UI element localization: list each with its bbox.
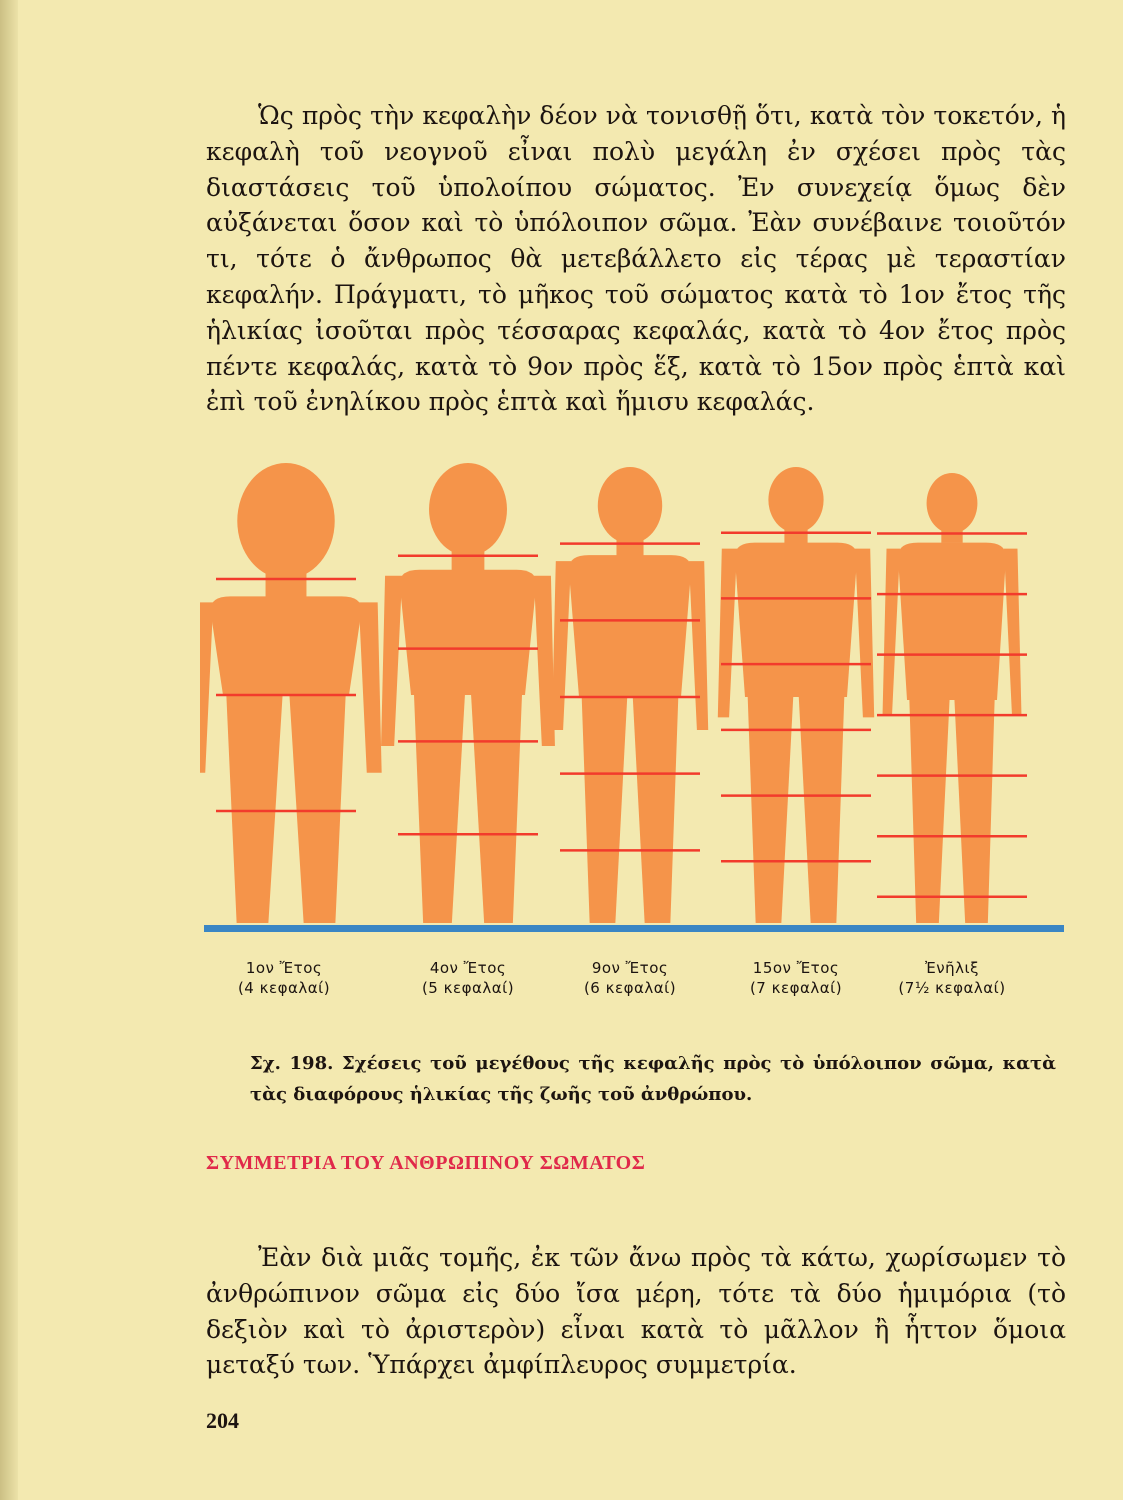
figure-label-5 <box>872 958 1032 998</box>
arm-shape <box>200 602 213 772</box>
figure-age-label: 4ον Ἔτος <box>429 959 507 977</box>
torso-shape <box>210 596 361 695</box>
leg-shape <box>582 693 628 923</box>
arm-shape <box>1004 549 1022 716</box>
head-shape <box>429 463 507 556</box>
figure-age-label: 9ον Ἔτος <box>591 959 669 977</box>
head-shape <box>598 467 662 544</box>
figure-age-label: 1ον Ἔτος <box>245 959 323 977</box>
leg-shape <box>954 696 995 923</box>
leg-shape <box>289 691 346 923</box>
torso-shape <box>569 555 691 697</box>
figure-label-3 <box>550 958 710 998</box>
human-silhouette <box>718 467 874 923</box>
section-heading: ΣΥΜΜΕΤΡΙΑ ΤΟΥ ΑΝΘΡΩΠΙΝΟΥ ΣΩΜΑΤΟΣ <box>206 1152 646 1174</box>
body-paragraph-head-proportions: Ὡς πρὸς τὴν κεφαλὴν δέον νὰ τονισθῇ ὅτι, κατὰ τὸν τοκετόν, ἡ κεφαλὴ τοῦ νεογνοῦ εἶναι πολὺ μεγάλη ἐν σχέσει πρὸς τὰς διαστάσεις τοῦ ὑπολοίπου σώματος. Ἐν συνεχείᾳ ὅμως δὲν αὐξάνεται ὅσον καὶ τὸ ὑπόλοιπον σῶμα. Ἐὰν συνέβαινε τοιοῦτόν τι, τότε ὁ ἄνθρωπος θὰ μετεβάλλετο εἰς τέρας μὲ τεραστίαν κεφαλήν. Πράγματι, τὸ μῆκος τοῦ σώματος κατὰ τὸ 1ον ἔτος τῆς ἡλικίας ἰσοῦται πρὸς τέσσαρας κεφαλάς, κατὰ τὸ 4ον ἔτος πρὸς πέντε κεφαλάς, κατὰ τὸ 9ον πρὸς ἕξ, κατὰ τὸ 15ον πρὸς ἑπτὰ καὶ ἐπὶ τοῦ ἐνηλίκου πρὸς ἑπτὰ καὶ ἥμισυ κεφαλάς. <box>206 101 1066 417</box>
head-shape <box>927 473 978 534</box>
leg-shape <box>799 693 845 923</box>
figure-label-4 <box>716 958 876 998</box>
arm-shape <box>381 576 402 746</box>
arm-shape <box>689 561 708 730</box>
arm-shape <box>883 549 901 716</box>
figure-heads-label: (4 κεφαλαί) <box>237 979 331 997</box>
figure-label-1 <box>204 958 364 998</box>
body-paragraph-symmetry: Ἐὰν διὰ μιᾶς τομῆς, ἐκ τῶν ἄνω πρὸς τὰ κάτω, χωρίσωμεν τὸ ἀνθρώπινον σῶμα εἰς δύο ἴσα μέρη, τότε τὰ δύο ἡμιμόρια (τὸ δεξιὸν καὶ τὸ ἀριστερὸν) εἶναι κατὰ τὸ μᾶλλον ἢ ἧττον ὅμοια μεταξύ των. Ὑπάρχει ἀμφίπλευρος συμμετρία. <box>206 1243 1066 1380</box>
figure-caption: Σχ. 198. Σχέσεις τοῦ μεγέθους τῆς κεφαλῆς πρὸς τὸ ὑπόλοιπον σῶμα, κατὰ τὰς διαφόρους ἡλικίας τῆς ζωῆς τοῦ ἀνθρώπου. <box>250 1053 1056 1105</box>
arm-shape <box>718 549 737 718</box>
leg-shape <box>748 693 794 923</box>
torso-shape <box>735 543 857 697</box>
human-silhouette <box>200 463 382 923</box>
neck-shape <box>266 566 307 601</box>
arm-shape <box>855 549 874 718</box>
page-number: 204 <box>206 1408 239 1433</box>
human-silhouette <box>883 473 1022 923</box>
arm-shape <box>359 602 382 772</box>
proportion-figures-illustration <box>200 455 1070 935</box>
head-shape <box>237 463 334 579</box>
leg-shape <box>633 693 679 923</box>
neck-shape <box>452 544 485 572</box>
torso-shape <box>898 543 1006 700</box>
human-silhouette <box>381 463 555 923</box>
torso-shape <box>400 570 537 695</box>
page-binding-edge <box>0 0 18 1500</box>
figure-age-label: Ἐνῆλιξ <box>925 959 979 977</box>
arm-shape <box>552 561 571 730</box>
leg-shape <box>226 691 283 923</box>
human-silhouette <box>552 467 708 923</box>
figure-198-body-proportions <box>200 455 1070 935</box>
ground-line <box>204 925 1064 932</box>
figure-age-label: 15ον Ἔτος <box>752 959 840 977</box>
leg-shape <box>909 696 950 923</box>
leg-shape <box>471 691 522 923</box>
figure-label-2 <box>388 958 548 998</box>
figure-heads-label: (6 κεφαλαί) <box>583 979 677 997</box>
leg-shape <box>414 691 465 923</box>
arm-shape <box>534 576 555 746</box>
figure-age-labels <box>200 958 1070 1018</box>
head-shape <box>768 467 823 533</box>
figure-heads-label: (7½ κεφαλαί) <box>898 979 1006 997</box>
neck-shape <box>616 534 643 557</box>
figure-heads-label: (5 κεφαλαί) <box>421 979 515 997</box>
figure-heads-label: (7 κεφαλαί) <box>749 979 843 997</box>
